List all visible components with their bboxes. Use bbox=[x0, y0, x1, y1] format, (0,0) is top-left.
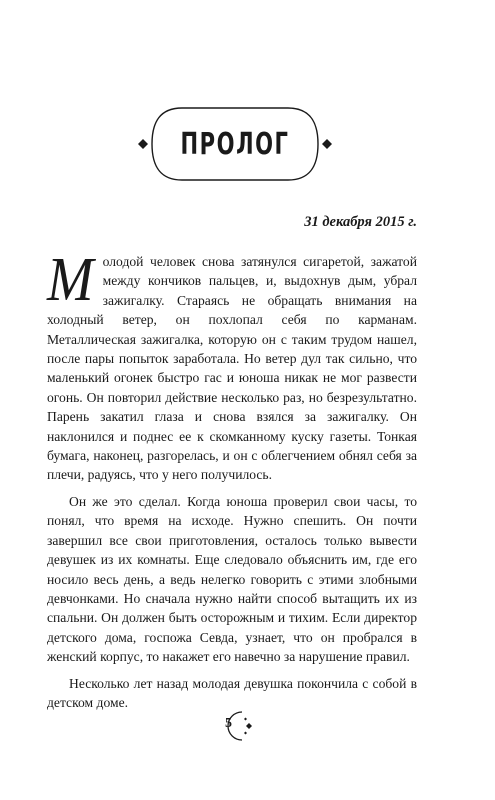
paragraph-1-text: олодой человек снова затянулся сигаретой, зажатой между кончиков пальцев, и, выдохнув дым, убрал зажигалку. Стараясь не обращать внимания на холодный ветер, он похлопал себя по карманам. Металлическая зажигалка, которую он с таким трудом нашел, после пары попыток заработала. Но ветер дул так сильно, что маленький огонек быстро гас и юноша никак не мог развести огонь. Он повторил действие несколько раз, но безрезультатно. Парень закатил глаза и снова взялся за зажигалку. Он наклонился и поднес ее к скомканному куску газеты. Тонкая бумага, наконец, разгорелась, и он с облегчением обнял себя за плечи, радуясь, что у него получилось. bbox=[47, 254, 417, 483]
drop-cap: М bbox=[47, 246, 92, 314]
chapter-title-frame bbox=[130, 102, 340, 186]
paragraph-1 bbox=[47, 246, 417, 485]
paragraph-2: Он же это сделал. Когда юноша проверил свои часы, то понял, что время на исходе. Нужно спешить. Он почти завершил все свои приготовления, осталось только вывести девушек из их комнаты. Еще следовало объяснить им, где его носило весь день, а ведь нелегко говорить с этими злобными девчонками. Но сначала нужно найти способ вытащить их из спальни. Он должен быть осторожным и тихим. Если директор детского дома, госпожа Севда, узнает, что он пробрался в женский корпус, то накажет его навечно за нарушение правил. bbox=[47, 493, 417, 665]
page-number-circle-icon bbox=[212, 706, 262, 746]
diamond-ornament-right bbox=[322, 139, 332, 149]
body-text bbox=[47, 246, 417, 719]
page-number-ornament bbox=[212, 706, 262, 746]
date-line: 31 декабря 2015 г. bbox=[304, 214, 417, 230]
page-number: 5 bbox=[225, 716, 232, 731]
diamond-ornament-left bbox=[138, 139, 148, 149]
chapter-title: ПРОЛОГ bbox=[180, 126, 290, 162]
paragraph-3: Несколько лет назад молодая девушка покончила с собой в детском доме. bbox=[47, 675, 417, 710]
